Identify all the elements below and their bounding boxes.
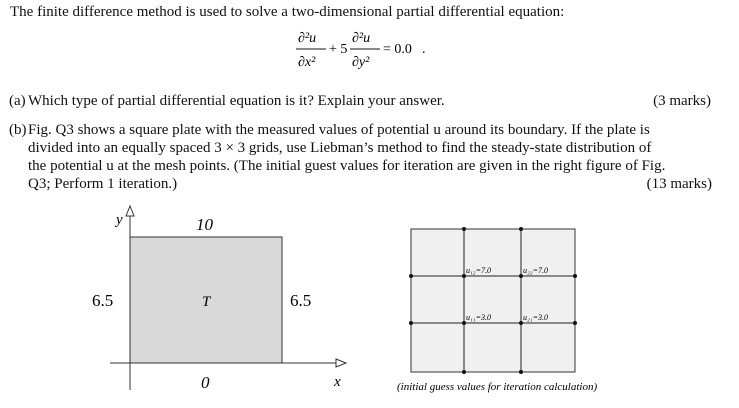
mesh-node — [462, 227, 466, 231]
pde-equation — [296, 28, 446, 74]
part-a-marks: (3 marks) — [653, 93, 711, 109]
x-axis-arrowhead — [336, 359, 346, 367]
part-a-text: Which type of partial differential equation is it? Explain your answer. — [28, 93, 445, 109]
y-axis-arrowhead — [126, 206, 134, 216]
x-axis-label: x — [334, 374, 341, 390]
dy2-denominator: ∂y² — [352, 55, 370, 70]
mesh-node — [519, 370, 523, 374]
mesh-node — [573, 274, 577, 278]
plate-figure — [80, 200, 370, 405]
equals-zero: = 0.0 — [383, 42, 412, 57]
mesh-node — [409, 321, 413, 325]
mesh-grid-figure — [395, 222, 635, 402]
dx2-denominator: ∂x² — [298, 55, 316, 70]
plate-center-label: T — [202, 294, 211, 310]
d2u-numerator-2: ∂²u — [352, 31, 371, 46]
d2u-numerator-1: ∂²u — [298, 31, 317, 46]
part-b-marks: (13 marks) — [646, 176, 712, 192]
grid-caption: (initial guess values for iteration calculation) — [397, 381, 598, 393]
grid-background — [411, 229, 575, 372]
part-b-label: (b) — [9, 122, 27, 138]
mesh-node — [409, 274, 413, 278]
right-boundary-value: 6.5 — [290, 291, 312, 310]
y-axis-label: y — [116, 212, 123, 228]
part-a-label: (a) — [9, 93, 26, 109]
plus-five: + 5 — [329, 42, 348, 57]
mesh-node — [519, 227, 523, 231]
mesh-node — [462, 370, 466, 374]
u12-initial-value: u₁₂=7.0 — [466, 266, 491, 275]
part-b-line-1: Fig. Q3 shows a square plate with the measured values of potential u around its boundary. If the plate is — [28, 122, 650, 138]
u22-initial-value: u₂₂=7.0 — [523, 266, 548, 275]
intro-text: The finite difference method is used to solve a two-dimensional partial differential equation: — [10, 4, 565, 20]
u21-initial-value: u₂₁=3.0 — [523, 313, 548, 322]
part-b-line-2: divided into an equally spaced 3 × 3 grids, use Liebman’s method to find the steady-state distribution of — [28, 140, 652, 156]
part-b-line-4: Q3; Perform 1 iteration.) — [28, 176, 178, 192]
u11-initial-value: u₁₁=3.0 — [466, 313, 491, 322]
top-boundary-value: 10 — [196, 215, 213, 234]
mesh-node — [573, 321, 577, 325]
part-b-line-3: the potential u at the mesh points. (The initial guest values for iteration are given in the right figure of Fig. — [28, 158, 666, 174]
equation-period: . — [422, 42, 426, 57]
left-boundary-value: 6.5 — [92, 291, 114, 310]
bottom-boundary-value: 0 — [201, 373, 210, 392]
